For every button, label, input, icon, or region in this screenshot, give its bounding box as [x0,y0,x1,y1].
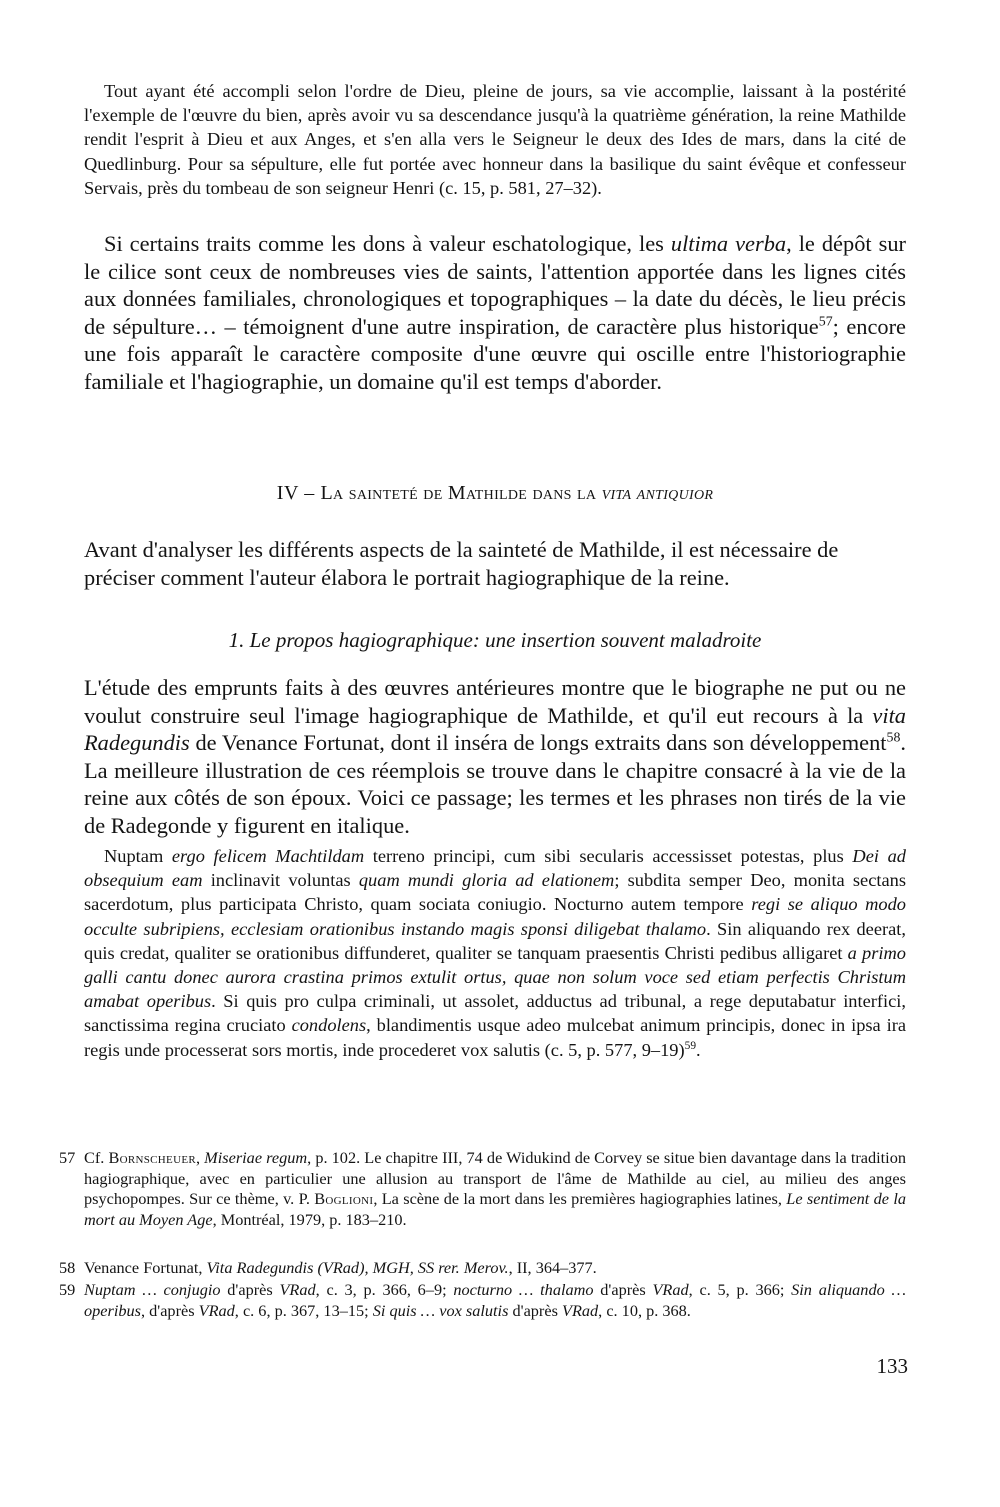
text-run: ; subdita semper Deo, monita sectans sacerdotum, plus participata Christo, quam sociata coniugio. Nocturno autem tempore [84,870,906,915]
footnote-ref-57[interactable]: 57 [818,314,833,330]
work-title: Le sentiment de la mort au Moyen Age [84,1189,906,1229]
text-run: d'après [508,1300,562,1320]
heading-italic: vita antiquior [601,482,714,504]
paragraph-intro-text: Avant d'analyser les différents aspects de la sainteté de Mathilde, il est nécessaire de préciser comment l'auteur élabora le portrait hagiographique de la reine. [84,537,839,590]
italic-run: VRad [652,1280,689,1299]
text-run: , d'après [140,1300,199,1320]
page-number: 133 [876,1354,908,1378]
section-heading [84,480,906,506]
heading-numeral: IV – [276,482,321,504]
text-run: d'après [593,1280,653,1299]
paragraph-burial-text: Tout ayant été accompli selon l'ordre de Dieu, pleine de jours, sa vie accomplie, laissant à la postérité l'exemple de l'œuvre du bien, après avoir vu sa descendance jusqu'à la quatrième génération, la reine Mathilde rendit l'esprit à Dieu et aux Anges, et s'en alla vers le Seigneur le deux des Ides de mars, dans la cité de Quedlinburg. Pour sa sépulture, elle fut portée avec honneur dans la basilique du saint évêque et confesseur Servais, près du tombeau de son seigneur Henri (c. 15, p. 581, 27–32). [84,81,906,198]
italic-run: Dei ad obsequium eam [84,846,906,891]
text-run: , blandimentis usque adeo mulcebat animum principis, donec in ipsa ira regis unde processerat sors mortis, inde procederet vox salutis (c. 5, p. 577, 9–19) [84,1015,906,1060]
text-run: de Venance Fortunat, dont il inséra de longs extraits dans son développement [189,730,887,755]
text-run: , Montréal, 1979, p. 183–210. [212,1209,407,1229]
footnote-number: 57 [59,1148,76,1167]
text-run: Si certains traits comme les dons à valeur eschatologique, les [104,231,671,256]
text-run: , La scène de la mort dans les premières hagiographies latines, [373,1189,787,1208]
text-run: , c. 3, p. 366, 6–9; [315,1280,454,1299]
heading-smallcaps: La sainteté de Mathilde dans la [320,482,602,504]
paragraph-intro [84,536,906,596]
text-run: , c. 6, p. 367, 13–15; [234,1300,373,1320]
italic-run: VRad [279,1280,316,1299]
text-run: . Si quis pro culpa criminali, ut assolet, adductus ad tribunal, a rege deputabatur interfici, sanctissima regina cruciato [84,991,906,1036]
author-name: Boglioni [314,1189,374,1208]
italic-run: a primo galli cantu donec aurora crastina primos extulit ortus, quae non solum voce sed etiam perfectis Christum amabat operibus [84,942,906,1012]
italic-run: Nuptam … conjugio [84,1280,221,1299]
footnote-text [84,1258,906,1279]
text-run: , le dépôt sur le cilice sont ceux de nombreuses vies de saints, l'attention apportée dans les lignes cités aux données familiales, chronologiques et topographiques – la date du décès, le lieu précis de sépulture… – témoignent d'une autre inspiration, de caractère plus historique [84,231,906,339]
footnote-57 [59,1148,906,1256]
text-run: , II, 364–377. [508,1258,597,1277]
subsection-heading: 1. Le propos hagiographique: une insertion souvent maladroite [228,628,762,652]
italic-run: VRad [562,1300,599,1320]
text-run: Cf. [84,1148,109,1167]
work-title: Miseriae regum [204,1148,308,1167]
footnote-59 [59,1280,906,1346]
italic-run: nocturno … thalamo [453,1280,594,1299]
text-run: Nuptam [104,846,172,866]
footnote-number: 59 [59,1280,76,1299]
paragraph-burial [84,79,906,227]
italic-term: ultima verba [670,231,787,256]
text-run: , c. 10, p. 368. [598,1300,691,1320]
footnote-58 [59,1258,906,1280]
footnote-ref-59[interactable]: 59 [684,1039,697,1052]
footnote-ref-58[interactable]: 58 [886,730,901,746]
text-run: , c. 5, p. 366; [688,1280,792,1299]
text-run: d'après [220,1280,280,1299]
italic-run: Si quis … vox salutis [372,1300,509,1320]
footnote-text [84,1148,906,1230]
text-run: ; encore une fois apparaît le caractère composite d'une œuvre qui oscille entre l'historiographie familiale et l'hagiographie, un domaine qu'il est temps d'aborder. [84,313,906,394]
paragraph-borrowings [84,674,906,844]
text-run: , [195,1148,205,1167]
text-run: terreno principi, cum sibi secularis accessisset potestas, plus [364,846,853,866]
latin-quotation: Nuptam ergo felicem Machtildam terreno principi, cum sibi secularis accessisset potestas, plus Dei ad obsequium eam inclinavit voluntas quam mundi gloria ad elationem; subdita semper Deo, monita sectans sacerdotum, plus participata Christo, quam sociata coniugio. Nocturno autem tempore regi se aliquo modo occulte subripiens, ecclesiam orationibus instando magis sponsi diligebat thalamo. Sin aliquando rex deerat, quis credat, qualiter se orationibus diffunderet, qualiter se tanquam praesentis Christi pedibus alligaret a primo galli cantu donec aurora crastina primos extulit ortus, quae non solum voce sed etiam perfectis Christum amabat operibus. Si quis pro culpa criminali, ut assolet, adductus ad tribunal, a rege deputabatur interfici, sanctissima regina cruciato condolens, blandimentis usque adeo mulcebat animum principis, donec in ipsa ira regis unde processerat sors mortis, inde procederet vox salutis (c. 5, p. 577, 9–19)$^{59}$. [84,846,906,1060]
italic-run: quam mundi gloria ad elationem [358,870,615,891]
text-run: . Sin aliquando rex deerat, quis credat, qualiter se orationibus diffunderet, qualiter se tanquam praesentis Christi pedibus alligaret [84,918,906,963]
footnote-number: 58 [59,1258,76,1277]
italic-run: ergo felicem Machtildam [171,846,365,866]
work-title: Vita Radegundis (VRad), MGH, SS rer. Merov. [206,1258,509,1277]
text-run: , p. 102. Le chapitre III, 74 de Widukind de Corvey se situe bien davantage dans la tradition hagiographique, avec en particulier une allusion au transport de l'âme de Mathilde au ciel, au milieu des anges psychopompes. Sur ce thème, v. P. [84,1148,906,1208]
text-run: Venance Fortunat, [84,1258,207,1277]
italic-run: Sin aliquando … operibus [84,1280,906,1320]
text-run: . La meilleure illustration de ces réemplois se trouve dans le chapitre consacré à la vie de la reine aux côtés de son époux. Voici ce passage; les termes et les phrases non tirés de la vie de Radegonde y figurent en italique. [84,730,906,838]
text-run: inclinavit voluntas [202,870,359,891]
italic-run: VRad [198,1300,235,1320]
footnote-text [84,1280,906,1321]
italic-run: regi se aliquo modo occulte subripiens, ecclesiam orationibus instando magis sponsi diligebat thalamo [84,894,906,939]
italic-run: condolens [291,1015,367,1036]
author-name: Bornscheuer [108,1148,196,1167]
paragraph-traits [84,230,906,428]
italic-title: vita Radegundis [84,702,906,755]
text-run: L'étude des emprunts faits à des œuvres antérieures montre que le biographe ne put ou ne voulut construire seul l'image hagiographique de Mathilde, et qu'il eut recours à la [84,675,906,728]
